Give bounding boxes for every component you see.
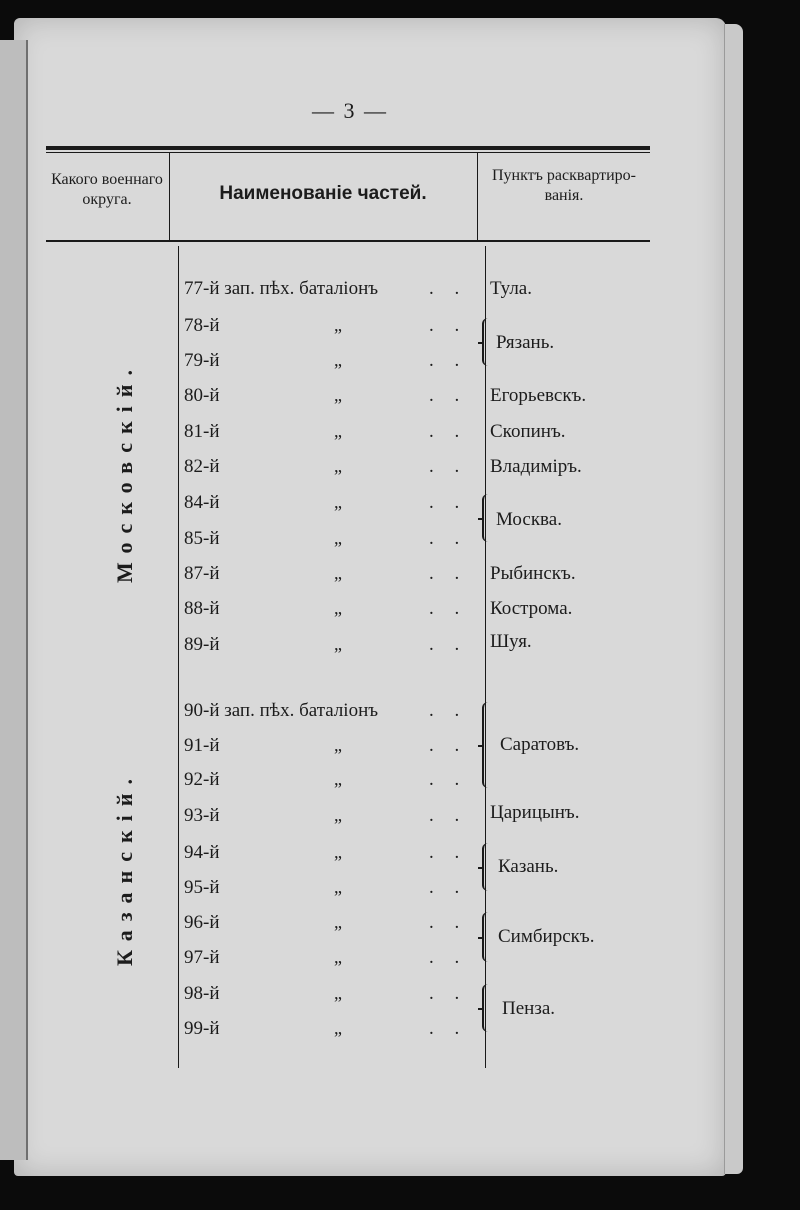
location-shuya: Шуя.	[490, 631, 532, 652]
column-header-location: Пунктъ расквартиро-ванія.	[491, 167, 637, 204]
leader-dots: . .	[429, 634, 468, 655]
leader-dots: . .	[429, 350, 468, 371]
header-bottom-rule	[46, 240, 650, 242]
leader-dots: . .	[429, 456, 468, 477]
ditto-mark: „	[334, 735, 342, 755]
leader-dots: . .	[429, 700, 468, 721]
body-divider-1	[178, 246, 179, 1068]
location-moskva: Москва.	[496, 509, 562, 530]
brace	[482, 494, 492, 542]
unit-name: 91-й	[184, 735, 220, 756]
leader-dots: . .	[429, 385, 468, 406]
brace	[482, 318, 492, 366]
ditto-mark: „	[334, 385, 342, 405]
ditto-mark: „	[334, 315, 342, 335]
unit-name: 87-й	[184, 563, 220, 584]
location-vladimir: Владиміръ.	[490, 456, 582, 477]
location-skopin: Скопинъ.	[490, 421, 566, 442]
leader-dots: . .	[429, 983, 468, 1004]
unit-name: 84-й	[184, 492, 220, 513]
unit-name: 81-й	[184, 421, 220, 442]
ditto-mark: „	[334, 492, 342, 512]
column-header-district: Какого военнаго округа.	[51, 171, 163, 208]
page-edge	[724, 24, 743, 1174]
ditto-mark: „	[334, 350, 342, 370]
header-divider-1	[169, 153, 170, 241]
header-rule-thick	[46, 146, 650, 150]
ditto-mark: „	[334, 769, 342, 789]
leader-dots: . .	[429, 315, 468, 336]
unit-name: 96-й	[184, 912, 220, 933]
ditto-mark: „	[334, 563, 342, 583]
leader-dots: . .	[429, 769, 468, 790]
unit-name: 94-й	[184, 842, 220, 863]
leader-dots: . .	[429, 842, 468, 863]
leader-dots: . .	[429, 421, 468, 442]
unit-name: 97-й	[184, 947, 220, 968]
unit-name: 99-й	[184, 1018, 220, 1039]
leader-dots: . .	[429, 278, 468, 299]
location-kazan: Казань.	[498, 856, 559, 877]
district-kazan: Казанскій.	[112, 770, 137, 966]
book-spine	[0, 40, 28, 1160]
leader-dots: . .	[429, 912, 468, 933]
location-penza: Пенза.	[502, 998, 556, 1019]
location-simbirsk: Симбирскъ.	[498, 926, 595, 947]
brace	[482, 984, 492, 1032]
leader-dots: . .	[429, 598, 468, 619]
ditto-mark: „	[334, 842, 342, 862]
unit-name: 82-й	[184, 456, 220, 477]
unit-name: 93-й	[184, 805, 220, 826]
ditto-mark: „	[334, 421, 342, 441]
header-rule-thin	[46, 152, 650, 153]
leader-dots: . .	[429, 805, 468, 826]
leader-dots: . .	[429, 947, 468, 968]
unit-name: 79-й	[184, 350, 220, 371]
location-ryazan: Рязань.	[496, 332, 555, 353]
location-egoryevsk: Егорьевскъ.	[490, 385, 587, 406]
ditto-mark: „	[334, 947, 342, 967]
unit-name: 78-й	[184, 315, 220, 336]
leader-dots: . .	[429, 735, 468, 756]
brace	[482, 702, 492, 788]
unit-name: 90-й зап. пѣх. баталіонъ	[184, 700, 379, 721]
unit-name: 85-й	[184, 528, 220, 549]
leader-dots: . .	[429, 528, 468, 549]
ditto-mark: „	[334, 634, 342, 654]
brace	[482, 843, 492, 891]
column-header-units: Наименованіе частей.	[219, 183, 427, 204]
unit-name: 80-й	[184, 385, 220, 406]
location-tsaritsyn: Царицынъ.	[490, 802, 580, 823]
ditto-mark: „	[334, 912, 342, 932]
location-kostroma: Кострома.	[490, 598, 573, 619]
unit-name: 77-й зап. пѣх. баталіонъ	[184, 278, 379, 299]
location-saratov: Саратовъ.	[500, 734, 580, 755]
location-tula: Тула.	[490, 278, 532, 299]
location-rybinsk: Рыбинскъ.	[490, 563, 576, 584]
header-divider-2	[477, 153, 478, 241]
unit-name: 98-й	[184, 983, 220, 1004]
leader-dots: . .	[429, 563, 468, 584]
unit-name: 95-й	[184, 877, 220, 898]
ditto-mark: „	[334, 1018, 342, 1038]
leader-dots: . .	[429, 1018, 468, 1039]
ditto-mark: „	[334, 877, 342, 897]
unit-name: 89-й	[184, 634, 220, 655]
unit-name: 88-й	[184, 598, 220, 619]
district-moscow: Московскій.	[112, 361, 137, 583]
ditto-mark: „	[334, 456, 342, 476]
brace	[482, 912, 492, 962]
unit-name: 92-й	[184, 769, 220, 790]
ditto-mark: „	[334, 805, 342, 825]
ditto-mark: „	[334, 598, 342, 618]
ditto-mark: „	[334, 528, 342, 548]
leader-dots: . .	[429, 492, 468, 513]
page-number: — 3 —	[312, 98, 388, 123]
leader-dots: . .	[429, 877, 468, 898]
ditto-mark: „	[334, 983, 342, 1003]
